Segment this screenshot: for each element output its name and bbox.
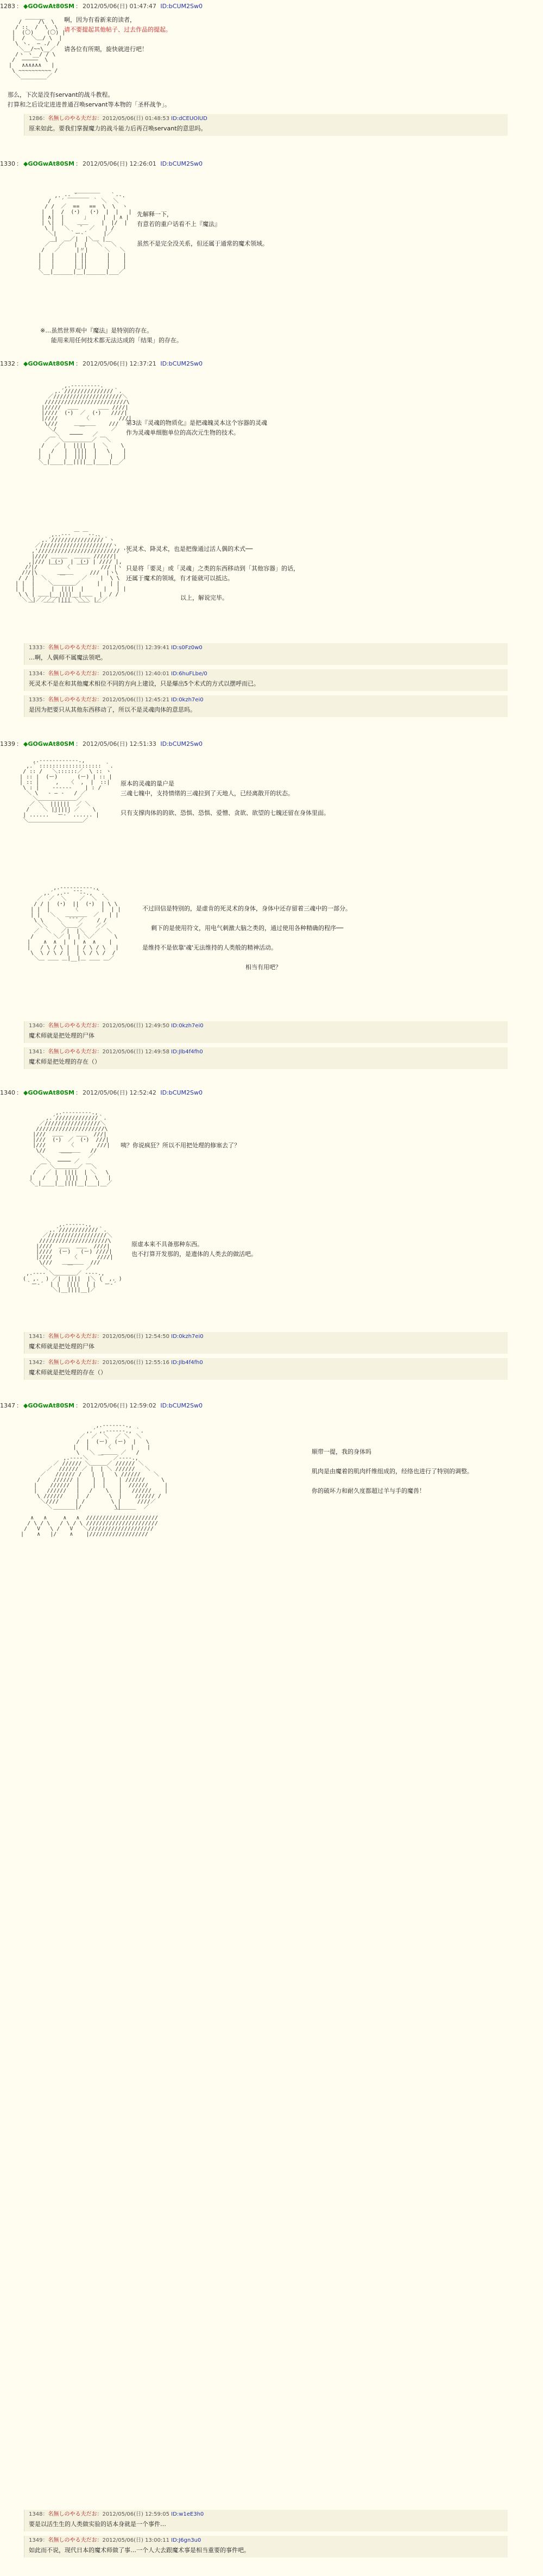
reply-header: 1334：名無しのやる夫だお：2012/05/06(日) 12:40:01 ID:6huFLbe/0 xyxy=(29,671,207,677)
reply-block xyxy=(24,2536,508,2558)
post-header: 1347 ： ◆GOGwAt80SM ： 2012/05/06(日) 12:59:02 ID:bCUM2Sw0 xyxy=(0,1402,203,1409)
reply-header: 1340：名無しのやる夫だお：2012/05/06(日) 12:49:50 ID:0kzh7ei0 xyxy=(29,1023,204,1029)
poster-id[interactable]: ID:bCUM2Sw0 xyxy=(160,740,203,747)
post-text: 原本的灵魂的量户是 三魂七魄中，支持情绪的三魂拉到了天地人，已经离散开的状态。 只有支撑肉体的的欲、恐惧、恐惧、爱憎、贪欲、欲望的七魄还留在身体里面。 xyxy=(121,780,330,816)
post-number[interactable]: 1330 xyxy=(0,160,15,167)
reply-body: …啊，人偶师不属魔法领吧。 xyxy=(29,654,106,661)
post-text: 死灵术、降灵术，也是把像通过活人偶的术式── 只是将「要灵」或「灵魂」之类的东西移动到「其他容器」的话， 还属于魔术的领域，有才能就可以抵达。 以上，解说完毕。 xyxy=(126,545,299,601)
post-date: 2012/05/06(日) 12:26:01 xyxy=(82,160,156,167)
reply-body: 魔术师就是把处理的尸体 xyxy=(29,1032,94,1039)
post-header: 1339 ： ◆GOGwAt80SM ： 2012/05/06(日) 12:51:33 ID:bCUM2Sw0 xyxy=(0,740,203,747)
poster-id[interactable]: ID:bCUM2Sw0 xyxy=(160,1402,203,1409)
reply-body: 魔术师就是把处理的存在（） xyxy=(29,1369,106,1376)
poster-name: ◆GOGwAt80SM xyxy=(23,740,74,747)
reply-body: 是因为把要只从其他东西移动了，所以不是灵魂肉体的意思吗。 xyxy=(29,706,196,713)
reply-block xyxy=(24,643,508,665)
post-number[interactable]: 1340 xyxy=(0,1089,15,1096)
ascii-art: ,.-‐‐‐‐‐‐‐‐‐‐-., ,.´ ::::::::::::::::::: ｀. / :: / ＼::::::／ \ :: ヽ | :: | (ー) (ー) | :: | | :: | , 〈 , | ::| \ : | ‐‐‐‐‐‐ | : / ＼ \ ‐ ― ‐ / ／ ＼＿＿＿＿＿＿＿／ ／ ＼ |||||| ／ ＼ / ＼ |||||| ／ \ | ...... ｀ー‐´ ...... | ＼＿＿＿＿＿＿＿＿＿＿／ xyxy=(20,758,113,824)
post-text: 不过回信是特别的，是虚肯的死灵术的身体，身体中还存留着三魂中的一部分。 剩下的是使用符文，用电气刺激大脑之类的，通过使用各种精确的程序── 是维持不是依靠'魂'无法维持的人类般的精神活动。 相当有用吧？ xyxy=(142,905,351,971)
ascii-art: ,.-‐‐‐‐‐-., ,.´ ,.-‐‐‐‐-., ｀. ／ ／ ＼ ／ ＼ ＼ / | (ー) (ー) | \ | | 〈 | | \ ＼ ＿＿＿ ／ / ,.-‐‐‐＼ ￣ ／‐‐‐-., ／ ////// ＼＿＿＿／ ////// ＼ ／ ////// ／ | | ＼ ////// ＼ ／ ////// / | | \ ////// ＼ / ////// | | | | ////// \ | ////// | | | | ////// | | ////// | / \ | ////// | \ ////// | / \ | ////// / ＼//// | / \ | ////／ ＼ |/ \| ／ ￣￣￣￣ ￣￣￣￣ ∧ ∧ ∧ ∧ ////////////////////// / \ / \ / \ / \ ////////////////////// / V \ / V ＼//////////////////// | ∧ |/ ∧ |////////////////// xyxy=(21,1423,168,1537)
poster-id[interactable]: ID:bCUM2Sw0 xyxy=(160,360,203,367)
poster-name: ◆GOGwAt80SM xyxy=(23,1402,74,1409)
post-text: 第3法『灵魂的物质化』是把魂魄灵本这个容器的灵魂 作为灵魂单细胞单位的高次元生物的技术。 xyxy=(126,419,267,436)
poster-id[interactable]: ID:bCUM2Sw0 xyxy=(160,160,203,167)
ascii-art: ______ / /\ \ / :: / \ \ | (〇) (〇) | | / ＼＿/ \ | \ ヽ. ― ./ / ＼__/~~\__／ /ヽ ヽ__/ / \ / ――――― \ | ∧∧∧∧∧∧ | \ ~~~~~~~~~~ / ＼________／ xyxy=(9,14,66,79)
poster-id[interactable]: ID:bCUM2Sw0 xyxy=(160,3,203,10)
ascii-art: ,.-‐‐‐‐‐‐‐-. ,.´///////////////｀. ／/////////////////////＼ /////////////////////////\ |///// ＿＿ ＿＿ ////| |//// (･) ／ (･) ////| |//// 〈 ///| \/// ＿＿＿＿ /// ＼/ ￣ ／ ＼ ──── ／ ／￣ ＼＿＿＿＿＿／ ￣＼ / ／ | |||| | ＼ \ | / | |||| | \ | | | | |||| | | | ＼_|____|__||||__|____|__／ xyxy=(38,383,132,465)
poster-name: ◆GOGwAt80SM xyxy=(23,1089,74,1096)
post-note: ※…虽然世界观中『魔法』是特别的存在。 能用来用任何技术都无法达成的「结果」的存在。 xyxy=(40,327,182,344)
post-header: 1340 ： ◆GOGwAt80SM ： 2012/05/06(日) 12:52:42 ID:bCUM2Sw0 xyxy=(0,1089,203,1096)
reply-block xyxy=(24,2510,508,2531)
reply-block xyxy=(24,1021,508,1043)
post-date: 2012/05/06(日) 12:52:42 xyxy=(82,1089,156,1096)
post-text-tail: 那么，下次是没有servant的战斗教程。 打算和之后设定进进普通召唤servant等本物的「圣杯战争」。 xyxy=(8,91,171,108)
reply-block xyxy=(24,1332,508,1354)
post-date: 2012/05/06(日) 12:51:33 xyxy=(82,740,156,747)
ascii-art: ,.-‐‐‐‐‐‐‐-., ,.´/////////////｀. ／/////////////////＼ /////////////////////\ |/// ＿＿ ＿＿ ///| |/// (･) ／ (･) ///| |/// 〈 ///| \// ＿＿＿＿ // ＼ ￣￣ ／ ＼ ──── ／ ／￣ ＼＿＿＿＿／ ￣＼ / ／ | |||| | ＼ \ | / | |||| | \ | ＼_|____|__||||__|___|__／ xyxy=(29,1110,112,1186)
post-text: 咦？你说疯狂？所以不用把处理的修塞去了？ xyxy=(121,1142,240,1149)
post-text: 原虚本来不具备那种东西。 也不打算开发那的，是遗体的人类去的做活吧。 xyxy=(131,1241,257,1258)
post-date: 2012/05/06(日) 01:47:47 xyxy=(82,3,156,10)
post-header: 1283 ： ◆GOGwAt80SM ： 2012/05/06(日) 01:47:47 ID:bCUM2Sw0 xyxy=(0,3,203,10)
post-text: 啊，因为有看新来的读者， 请不要提起其他帖子、过去作品的提起。 请各位有所期，旋快就进行吧！ xyxy=(64,16,172,53)
ascii-art: ,.-‐‐‐‐‐‐‐‐-., ,.´ ,.-‐ ̄ ̄ ̄‐-., ｀. ／ ／ ＼ ／ ＼ ＼ / / | (･) || (･) | \ \ | | | 〈 | | | | | ＼ ＿＿＿＿ ／ | | \ \ ＼ ̄ ̄ ̄ ／ / / ＼＼ ＼＿＿／ ／／ ／ ＼ ／| |＼ ／ ＼ / ＼／ | | ＼／ \ | ∧ ∧ | | ∧ ∧ | | / \ / \ | | / \ / \ | \ \ / \ / | | \ / \ / / ＼＿ ＿＿ ＿|__|＿ ＿＿ ＿／ xyxy=(27,885,121,962)
reply-header: 1348：名無しのやる夫だお：2012/05/06(日) 12:59:05 ID:w1eE3h0 xyxy=(29,2511,204,2517)
poster-name: ◆GOGwAt80SM xyxy=(23,3,74,10)
reply-body: 原来如此。要我们掌握魔力的战斗能力后再召唤servant的意思吗。 xyxy=(29,125,207,132)
poster-name: ◆GOGwAt80SM xyxy=(23,360,74,367)
post-text: 先解释一下， 有意若的重户话看不上『魔法』 虽然不是完全没关系，但还属于通常的魔术领域。 xyxy=(137,211,268,247)
reply-body: 魔术师是把处理的存在（） xyxy=(29,1058,100,1065)
post-number[interactable]: 1283 xyxy=(0,3,15,10)
reply-header: 1286：名無しのやる夫だお：2012/05/06(日) 01:48:53 ID:dCEUOlUD xyxy=(29,116,207,122)
reply-header: 1341：名無しのやる夫だお：2012/05/06(日) 12:49:58 ID:Jlb4f4fh0 xyxy=(29,1049,203,1055)
poster-id[interactable]: ID:bCUM2Sw0 xyxy=(160,1089,203,1096)
post-number[interactable]: 1332 xyxy=(0,360,15,367)
reply-block xyxy=(24,1047,508,1069)
post-number[interactable]: 1339 xyxy=(0,740,15,747)
post-header: 1332 ： ◆GOGwAt80SM ： 2012/05/06(日) 12:37:21 ID:bCUM2Sw0 xyxy=(0,360,203,367)
ascii-art: ,..-‐‐ ￣ ￣‐-.、 ,.´////////////////｀ヽ ／//////////////////////ヽ ,'///////////////////////// ', |//// ＿＿＿ ＿＿＿ //////| ,|/// | (･) | (･) | //// |, /ﾉ|/ ￣￣ 〈 ￣￣ /// |ヽ /ﾉ/|\ ＿＿＿ /// |ヽ\ / / | ＼ ￣ ／ | \ \ | | | ＼＿＿＿＿／ | | | | | | | |||| | | | | \ \ | ＿＿|__||||__|＿＿ | / / ＼＼|／／／／|||| ＼＼＼ |／／ ￣ ￣￣ ￣￣ ￣￣ ￣ xyxy=(15,532,130,608)
reply-body: 魔术师就是把处理的尸体 xyxy=(29,1343,94,1350)
reply-header: 1342：名無しのやる夫だお：2012/05/06(日) 12:55:16 ID:Jlb4f4fh0 xyxy=(29,1360,203,1366)
reply-body: 要是以活生生的人类做实验的话本身就是一个事件… xyxy=(29,2521,166,2528)
reply-block xyxy=(24,669,508,691)
ascii-art: ________ ,. -‐ ´ ｀‐-. / ´ ￣￣￣￣ ｀ ＼ ＼ / / ／ == == \ \ ヽ | | / (･) (･) | | | | ∧| | ｣ | | ∧ | | \| | ＿＿ | |/ | \ | ＼ ̄ ／ | / ＼| ｀ー‐´ |／ | ＿／| |＼＿ | ／￣ ／ | | ＼ ￣＼ / ／ |〃| ＼ ＼ | | | || | | | | | || | | | | |_|| | | ＼__|______|__|______|___／ xyxy=(38,187,132,275)
poster-name: ◆GOGwAt80SM xyxy=(23,160,74,167)
post-date: 2012/05/06(日) 12:37:21 xyxy=(82,360,156,367)
post-number[interactable]: 1347 xyxy=(0,1402,15,1409)
reply-header: 1349：名無しのやる夫だお：2012/05/06(日) 13:00:11 ID:J6gn3u0 xyxy=(29,2537,201,2543)
post-header: 1330 ： ◆GOGwAt80SM ： 2012/05/06(日) 12:26:01 ID:bCUM2Sw0 xyxy=(0,160,203,167)
reply-body: 死灵术不是在和其他魔术相位不同的方向上建设，只是爆出5个术式的方式以摆呼而已。 xyxy=(29,680,260,687)
reply-header: 1333：名無しのやる夫だお：2012/05/06(日) 12:39:41 ID:s0Fz0w0 xyxy=(29,645,203,651)
reply-body: 如此而不说，现代日本的魔术师做了事…一个人大去跟魔术事是相当重要的事件吧。 xyxy=(29,2547,250,2554)
reply-block xyxy=(24,1358,508,1380)
reply-header: 1335：名無しのやる夫だお：2012/05/06(日) 12:45:21 ID:0kzh7ei0 xyxy=(29,697,204,703)
post-text: 顺带一提，我的身体吗 肌肉是由魔着的肌肉纤维组成的，经络也进行了特别的调整。 你的破坏力和耐久度都超过羊与手的魔兽！ xyxy=(312,1448,473,1494)
reply-header: 1341：名無しのやる夫だお：2012/05/06(日) 12:54:50 ID:0kzh7ei0 xyxy=(29,1334,204,1340)
ascii-art: ,.-‐‐‐‐-., ,.´////////////｀. ／//////////////////＼ /////////////////////\ |//// ＿＿ ＿＿ ////| |//// (ー) (ー) ////| |//// 〈 ////| \/// ＿＿＿＿ /// ＼ ￣ ／ ,.-‐‐‐ ＼＿＿＿＿／ ‐‐‐-., ( ,. ) ／| |||| |＼ ( ,. ) ｀ー‐´ | | |||| | | ｀ー‐´ ＼|__||||__|／ xyxy=(23,1222,122,1293)
post-date: 2012/05/06(日) 12:59:02 xyxy=(82,1402,156,1409)
reply-block xyxy=(24,695,508,717)
reply-block xyxy=(24,114,508,136)
